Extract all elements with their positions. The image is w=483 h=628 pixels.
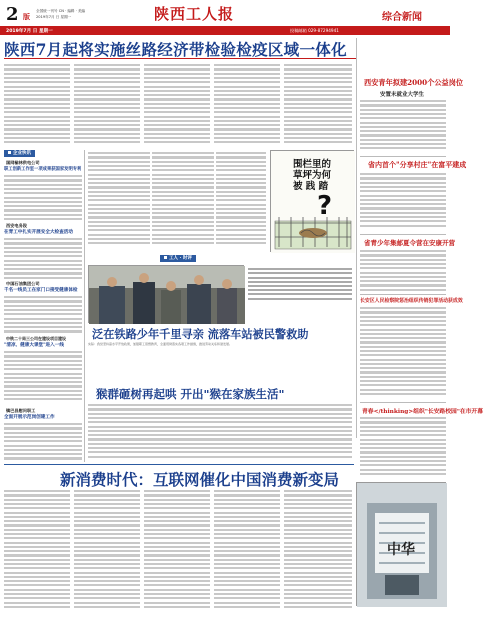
main-headline: 陕西7月起将实施丝路经济带检验检疫区域一体化 — [4, 40, 347, 59]
bottom-headline: 新消费时代：互联网催化中国消费新变局 — [60, 470, 340, 489]
commentary-tag-label: 工人 · 时评 — [169, 256, 192, 261]
right-story3-headline: 省青少年集邮夏令营在安康开营 — [364, 239, 455, 247]
right-column-divider — [356, 38, 357, 438]
center-text-col1 — [88, 150, 150, 250]
right-story4-body — [360, 305, 446, 400]
left-story5-title: 镇巴县慰问职工 — [6, 408, 36, 413]
bottom-story-col1 — [4, 488, 70, 618]
feature-caption: 中华 — [387, 542, 415, 558]
bottom-story-col4 — [214, 488, 280, 618]
page-header — [0, 0, 450, 40]
page-number: 2 — [6, 4, 19, 25]
cartoon-line3: 被 践 踏 — [293, 181, 329, 192]
bottom-rule — [4, 464, 354, 465]
left-story2-subtitle: 在青工中扎实开展安全大检查活动 — [4, 230, 73, 235]
right-story4-headline: 长安区人民检察院惩治组织传销犯罪活动获成效 — [360, 298, 463, 304]
bottom-story-col5 — [284, 488, 352, 618]
right-story1-subhead: 安置未就业大学生 — [380, 92, 425, 98]
cartoon-line1: 围栏里的 — [293, 159, 332, 170]
main-story-col4 — [214, 62, 280, 148]
right-story1-headline: 西安青年拟建2000个公益岗位 — [364, 78, 464, 87]
right-story5-body — [360, 415, 446, 479]
commentary-headline: 泛在铁路少年千里寻亲 流落车站被民警救助 — [92, 327, 309, 341]
main-story-col3 — [144, 62, 210, 148]
cartoon-line2: 草坪为何 — [293, 170, 332, 181]
header-contact: 投稿邮箱 029-87294941 — [290, 27, 339, 33]
main-story-col2 — [74, 62, 140, 148]
header-meta — [36, 8, 85, 20]
newspaper-masthead: 陕西工人报 — [154, 5, 235, 23]
right-divider-4 — [360, 402, 446, 403]
center-text-col2 — [152, 150, 214, 250]
cartoon-question-mark: ? — [317, 191, 333, 221]
left-story4-body — [4, 349, 82, 405]
header-red-bar — [0, 26, 450, 35]
cartoon-illustration — [270, 150, 354, 252]
left-story4-title: 中铁二十局三公司在建设项目建设 — [6, 336, 66, 341]
left-column-tag-label: 企业快讯 — [13, 151, 31, 156]
left-story2-body — [4, 236, 82, 278]
left-story3-subtitle: 千名一线员工在家门口接受健康体检 — [4, 288, 78, 293]
left-story5-subtitle: 全面开展示范岗创建工作 — [4, 415, 55, 420]
right-story3-body — [360, 248, 446, 292]
story2-body — [88, 402, 352, 462]
page-label: 版 — [23, 13, 30, 21]
tag-square-icon — [8, 151, 11, 154]
news-photo-image — [89, 266, 245, 324]
cartoon-caption — [293, 159, 331, 192]
feature-photo — [356, 482, 446, 606]
story2-headline: 猴群砸树再起哄 开出"猴在家族生活" — [96, 387, 285, 401]
bottom-story-col2 — [74, 488, 140, 618]
header-meta-line2: 2019年7月 日 星期一 — [36, 15, 72, 19]
right-divider-1 — [360, 156, 446, 157]
left-story4-subtitle: "清凉、健康大课堂"进入一线 — [4, 343, 64, 348]
left-column-tag — [4, 150, 35, 157]
left-story3-body — [4, 294, 82, 334]
right-story5-headline: 青春</thinking>组织"长安路校园"在市开幕 — [362, 409, 483, 415]
bottom-story-col3 — [144, 488, 210, 618]
center-text-col3 — [216, 150, 266, 250]
header-meta-line1: 全国统一刊号 CN · 编辑 · 美编 — [36, 9, 86, 13]
left-story2-title: 西安电务段 — [6, 223, 27, 228]
right-divider-3 — [360, 294, 446, 295]
tag-square-icon — [164, 256, 167, 259]
right-story2-body — [360, 171, 446, 231]
left-story3-title: 中国石油集团公司 — [6, 281, 40, 286]
photo-caption — [248, 266, 352, 314]
commentary-tag — [160, 255, 196, 262]
right-divider-2 — [360, 234, 446, 235]
right-story2-headline: 省内首个"分享村庄"在富平建成 — [368, 160, 467, 169]
headline-rule — [4, 58, 356, 59]
left-story1-title: 国网榆林供电公司 — [6, 160, 40, 165]
main-story-col5 — [284, 62, 352, 148]
main-story-col1 — [4, 62, 70, 148]
left-column-divider — [84, 150, 85, 462]
right-story1-body — [360, 98, 446, 154]
left-story1-body — [4, 173, 82, 221]
header-date: 2019年7月 日 星期一 — [6, 28, 53, 34]
commentary-body: 实际：我党坚持高水平开放政策，加强职工思想教育，全面贯彻落实各项工作措施，推进劳动关系和谐发展。 — [88, 342, 233, 346]
news-photo — [88, 265, 244, 323]
left-story5-body — [4, 421, 82, 461]
section-name: 综合新闻 — [382, 12, 422, 23]
left-story1-subtitle: 职工创新工作室一项成果获国家发明专利 — [4, 167, 82, 172]
